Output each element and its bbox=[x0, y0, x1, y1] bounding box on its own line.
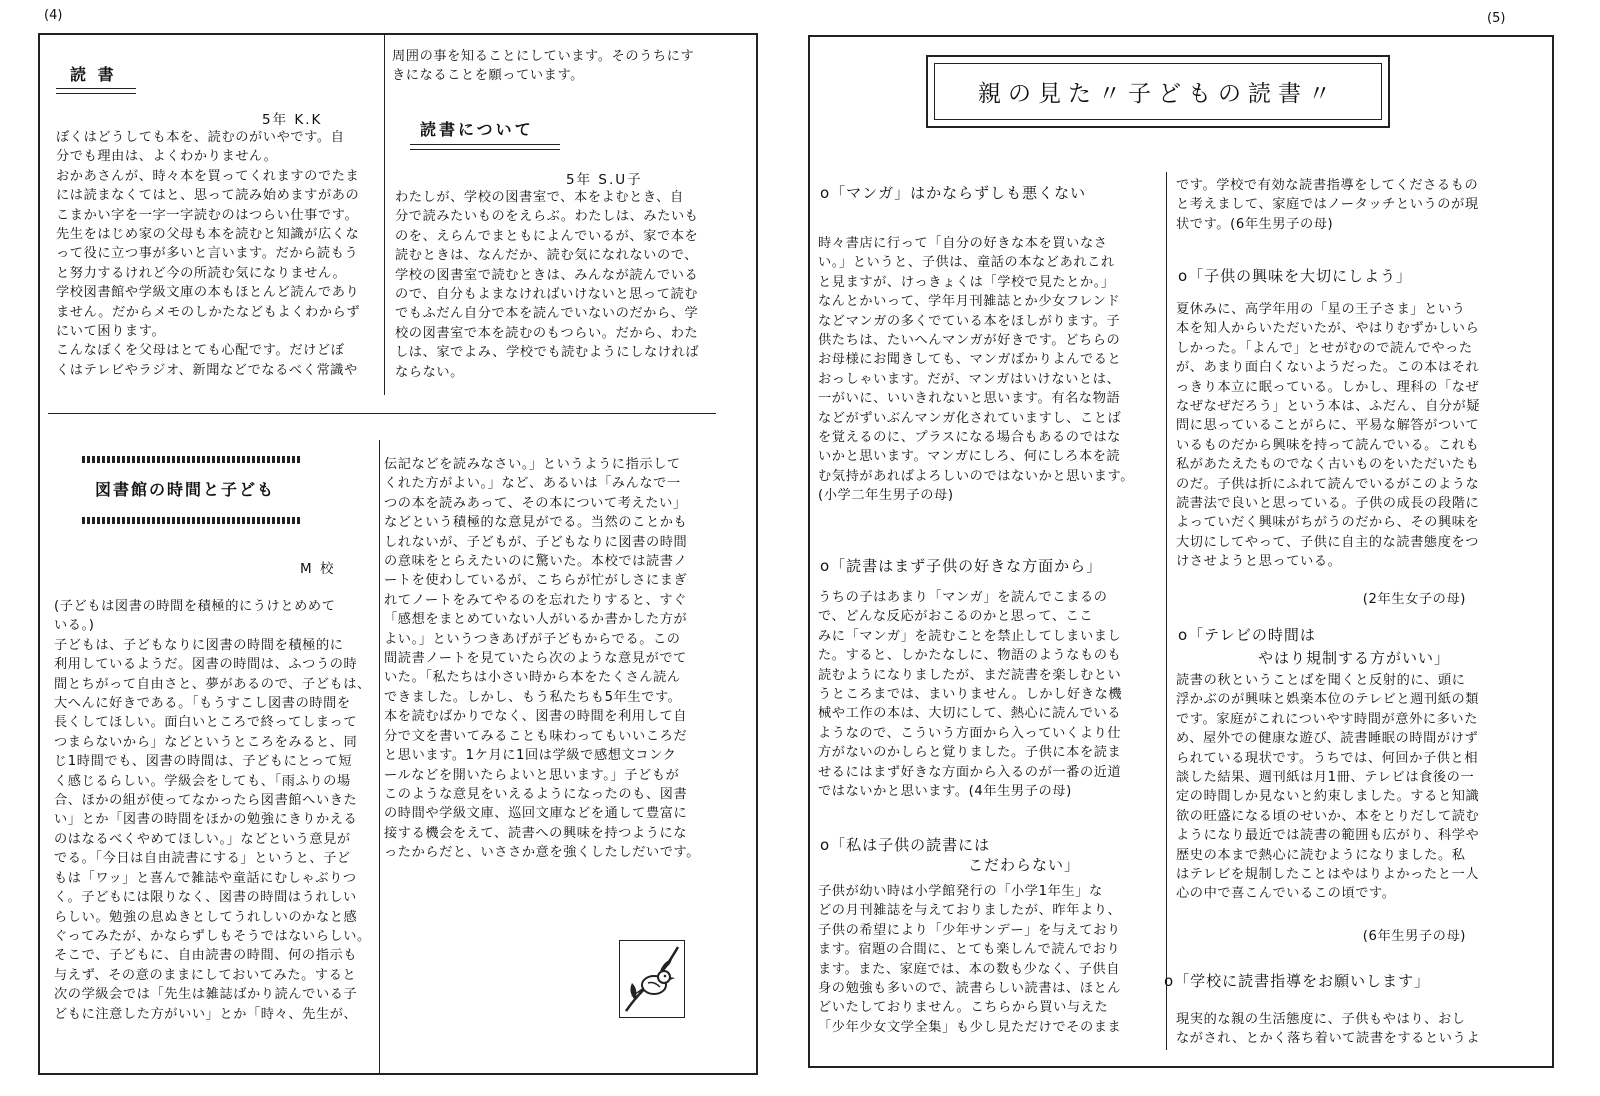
text-line: ールなどを開いたらよいと思います。」子どもが bbox=[384, 767, 680, 783]
sec5-signature: (6年生男子の母) bbox=[1362, 929, 1466, 944]
text-line: 学校の図書室で読むときは、みんなが読んでいる bbox=[395, 267, 699, 283]
text-line: 歴史の本まで熱心に読むようになりました。私 bbox=[1176, 847, 1466, 863]
article1-title-underline bbox=[56, 88, 136, 94]
text-line: 夏休みに、高学年用の「星の王子さま」という bbox=[1176, 302, 1466, 317]
text-line: (子どもは図書の時間を積極的にうけとめめて bbox=[54, 599, 336, 614]
text-line: 供たちは、たいへんマンガが好きです。どちらの bbox=[818, 333, 1121, 349]
article3-column-1 bbox=[54, 597, 376, 1024]
text-line: と考えまして、家庭ではノータッチというのが現 bbox=[1176, 197, 1479, 213]
text-line: 「感想をまとめていない人がいるか書かした方が bbox=[384, 612, 688, 628]
text-line: 与えず、その意のままにしておいてみた。すると bbox=[54, 967, 357, 983]
text-line: (小学二年生男子の母) bbox=[818, 488, 954, 504]
text-line: ならない。 bbox=[395, 364, 464, 380]
sec4-body bbox=[1176, 300, 1544, 572]
text-line: いるものだから興味を持って読んでいる。これも bbox=[1176, 437, 1480, 453]
article3-bottom-dashes bbox=[82, 517, 300, 524]
bird-illustration bbox=[619, 940, 685, 1018]
article2-byline: 5年 S.U子 bbox=[566, 172, 643, 188]
text-line: ようになり最近では読書の範囲も広がり、科学や bbox=[1176, 828, 1480, 844]
sec3-heading-line1: o「私は子供の読書には bbox=[820, 836, 991, 854]
text-line: と思います。1ケ月に1回は学級で感想文コンク bbox=[384, 748, 677, 764]
text-line: ます。宿題の合間に、とても楽しんで読んでおり bbox=[818, 942, 1121, 958]
text-line: わたしが、学校の図書室で、本をよむとき、自 bbox=[395, 190, 684, 205]
text-line: 定の時間しか見ないと約束しました。すると知識 bbox=[1176, 789, 1480, 805]
text-line: 大へんに好きである。「もうすこし図書の時間を bbox=[54, 696, 351, 712]
text-line: 校の図書室で本を読むのもつらい。だから、わた bbox=[395, 325, 699, 341]
sec6-heading: o「学校に読書指導をお願いします」 bbox=[1164, 972, 1431, 990]
sec2-body bbox=[818, 588, 1166, 801]
text-line: が、あまり面白くないようだった。この本はそれ bbox=[1176, 360, 1480, 376]
text-line: 子供の希望により「少年サンデー」を与えており bbox=[818, 922, 1121, 938]
sec1-body bbox=[818, 234, 1166, 506]
text-line: くれた方がよい。」など、あるいは「みんなで一 bbox=[384, 476, 681, 492]
left-horizontal-separator bbox=[48, 413, 716, 414]
article1-byline: 5年 K.K bbox=[262, 112, 323, 128]
text-line: の時間や学級文庫、巡回文庫などを通して豊富に bbox=[384, 806, 688, 822]
text-line: 先生をはじめ家の父母も本を読むと知識が広くな bbox=[56, 227, 360, 243]
text-line: 身の勉強も多いので、読書らしい読書は、ほとん bbox=[818, 981, 1122, 997]
text-line: 本を知人からいただいたが、やはりむずかしいら bbox=[1176, 321, 1480, 337]
text-line: 本を読むばかりでなく、図書の時間を利用して自 bbox=[384, 709, 688, 725]
text-line: こんなぼくを父母はとても心配です。だけどぼ bbox=[56, 343, 345, 359]
text-line: 子供が幼い時は小学館発行の「小学1年生」な bbox=[818, 884, 1103, 899]
text-line: 大切にしてやって、子供に自主的な読書態度をつ bbox=[1176, 534, 1480, 550]
text-line: 学校図書館や学級文庫の本もほとんど読んであり bbox=[56, 285, 360, 301]
sec1-heading: o「マンガ」はかならずしも悪くない bbox=[820, 184, 1087, 202]
text-line: 一がいに、いいきれないと思います。有名な物語 bbox=[818, 391, 1121, 407]
text-line: お母様にお聞きしても、マンガばかりよんでると bbox=[818, 352, 1122, 368]
sec3-body bbox=[818, 882, 1166, 1037]
text-line: です。家庭がこれについやす時間が意外に多いた bbox=[1176, 711, 1479, 727]
text-line: 状です。(6年生男子の母) bbox=[1176, 216, 1334, 232]
text-line: って役に立つ事が多いと言います。だから読もう bbox=[56, 246, 359, 262]
sec5-body bbox=[1176, 671, 1544, 904]
text-line: れてノートをみてやるのを忘れたりすると、すぐ bbox=[384, 592, 687, 608]
sec4-heading: o「子供の興味を大切にしよう」 bbox=[1178, 267, 1413, 285]
sec4-signature: (2年生女子の母) bbox=[1362, 592, 1466, 607]
text-line: にいて困ります。 bbox=[56, 324, 166, 340]
text-line: などマンガの多くでている本をほしがります。子 bbox=[818, 313, 1121, 329]
text-line: なぜなぜだろう」という本は、ふだん、自分が疑 bbox=[1176, 399, 1481, 415]
right-page-number: (5) bbox=[1487, 11, 1506, 26]
text-line: を覚えるのに、プラスになる場合もあるのではな bbox=[818, 430, 1121, 446]
article3-byline: M 校 bbox=[300, 561, 336, 577]
text-line: む気持があればよろしいのではないかと思います。 bbox=[818, 468, 1135, 484]
text-line: 現実的な親の生活態度に、子供もやはり、おし bbox=[1176, 1012, 1466, 1027]
text-line: 談した結果、週刊紙は月1冊、テレビは食後の一 bbox=[1176, 770, 1475, 786]
sec3-continuation bbox=[1176, 176, 1544, 234]
article3-top-dashes bbox=[82, 456, 300, 463]
text-line: もは「ワッ」と喜んで雑誌や童話にむしゃぶりつ bbox=[54, 870, 357, 886]
text-line: く。子どもには限りなく、図書の時間はうれしい bbox=[54, 890, 357, 906]
text-line: いかと思います。マンガにしろ、何にしろ本を読 bbox=[818, 449, 1121, 465]
text-line: ぐってみたが、かならずしもそうではないらしい。 bbox=[54, 928, 371, 944]
text-line: 時々書店に行って「自分の好きな本を買いなさ bbox=[818, 236, 1108, 251]
text-line: 間とちがって自由さと、夢があるので、子どもは、 bbox=[54, 676, 371, 692]
text-line: よっていだく興味がちがうのだから、その興味を bbox=[1176, 515, 1480, 531]
text-line: 長くしてほしい。面白いところで終ってしまって bbox=[54, 715, 358, 731]
text-line: 私があたえたものでなく古いものをいただいたも bbox=[1176, 457, 1480, 473]
text-line: いた。「私たちは小さい時から本をたくさん読ん bbox=[384, 670, 681, 686]
text-line: ったからだと、いささか意を強くしたしだいです。 bbox=[384, 845, 701, 861]
sec6-body bbox=[1176, 1010, 1544, 1049]
text-line: 読むときは、なんだか、読む気になれないので、 bbox=[395, 248, 699, 264]
text-line: はテレビを規制したことはやはりよかったと一人 bbox=[1176, 867, 1480, 883]
text-line: けさせようと思っている。 bbox=[1176, 554, 1342, 570]
text-line: 読書法で良いと思っている。子供の成長の段階に bbox=[1176, 496, 1480, 512]
text-line: くはテレビやラジオ、新聞などでなるべく常識や bbox=[56, 362, 358, 378]
text-line: じ1時間でも、図書の時間は、子どもにとって短 bbox=[54, 754, 353, 770]
text-line: ぼくはどうしても本を、読むのがいやです。自 bbox=[56, 130, 345, 145]
text-line: こまかい字を一字一字読むのはつらい仕事です。 bbox=[56, 207, 359, 223]
text-line: 欲の旺盛になる頃のせいか、本をとりだして読む bbox=[1176, 808, 1480, 824]
text-line: 接する機会をえて、読書への興味を持つようにな bbox=[384, 825, 688, 841]
text-line: です。学校で有効な読書指導をしてくださるもの bbox=[1176, 178, 1479, 193]
text-line: られている現状です。うちでは、何回か子供と相 bbox=[1176, 750, 1479, 766]
text-line: 方がないのかしらと覚りました。子供に本を読ま bbox=[818, 745, 1122, 761]
text-line: などがずいぶんマンガ化されていますし、ことば bbox=[818, 410, 1122, 426]
text-line: ようなので、こういう方面から入っていくより仕 bbox=[818, 725, 1122, 741]
text-line: おかあさんが、時々本を買ってくれますのでたま bbox=[56, 168, 360, 184]
sec5-heading-line2: やはり規制する方がいい」 bbox=[1258, 649, 1451, 667]
right-title-box bbox=[926, 55, 1390, 128]
text-line: みに「マンガ」を読むことを禁止してしまいまし bbox=[818, 628, 1122, 644]
text-line: 子どもは、子どもなりに図書の時間を積極的に bbox=[54, 637, 344, 653]
text-line: のを、えらんでまともによんでいるが、家で本を bbox=[395, 228, 699, 244]
text-line: おっしゃいます。だが、マンガはいけないとは、 bbox=[818, 371, 1121, 387]
article3-title: 図書館の時間と子ども bbox=[95, 480, 276, 499]
text-line: 問に思っていることがらに、平易な解答がついて bbox=[1176, 418, 1480, 434]
bird-icon bbox=[620, 941, 684, 1017]
text-line: 読書の秋ということばを聞くと反射的に、頭に bbox=[1176, 673, 1466, 688]
text-line: っきり本立に眠っている。しかし、理科の「なぜ bbox=[1176, 379, 1480, 395]
text-line: なんとかいって、学年月刊雑誌とか少女フレンド bbox=[818, 294, 1121, 310]
text-line: せるにはまず好きな方面から入るのが一番の近道 bbox=[818, 764, 1122, 780]
text-line: きになることを願っています。 bbox=[392, 68, 584, 84]
article2-body bbox=[395, 188, 753, 382]
text-line: 浮かぶのが興味と娯楽本位のテレビと週刊紙の類 bbox=[1176, 692, 1480, 708]
text-line: 間読書ノートを見ていたら次のような意見がでて bbox=[384, 651, 687, 667]
article1-title: 読 書 bbox=[70, 65, 117, 84]
text-line: ながされ、とかく落ち着いて読書をするというよ bbox=[1176, 1031, 1481, 1047]
text-line: よい。」というつきあげが子どもからでる。この bbox=[384, 631, 681, 647]
article3-column-2 bbox=[384, 455, 754, 863]
text-line: い。」というと、子供は、童話の本などあれこれ bbox=[818, 255, 1115, 271]
article1-continuation bbox=[392, 47, 752, 86]
article2-title: 読書について bbox=[420, 120, 534, 139]
text-line: うところまでは、まいりません。しかし好きな機 bbox=[818, 687, 1123, 703]
text-line: らしい。勉強の息ぬきとしてうれしいのかなと感 bbox=[54, 909, 358, 925]
text-line: ートを使わしているが、こちらが忙がしさにまぎ bbox=[384, 573, 688, 589]
text-line: どいたしておりません。こちらから買い与えた bbox=[818, 1000, 1109, 1016]
text-line: のだ。子供は折にふれて読んでいるがこのような bbox=[1176, 476, 1480, 492]
left-top-column-divider bbox=[384, 35, 385, 395]
article1-body bbox=[56, 128, 382, 380]
text-line: うちの子はあまり「マンガ」を読んでこまるの bbox=[818, 590, 1108, 605]
right-page-title: 親の見た〃子どもの読書〃 bbox=[934, 63, 1382, 120]
text-line: しれないが、子どもが、子どもなりに図書の時間 bbox=[384, 534, 688, 550]
text-line: などという積極的な意見がでる。当然のことかも bbox=[384, 515, 688, 531]
text-line: このような意見をいえるようになったのも、図書 bbox=[384, 786, 688, 802]
left-page-number: (4) bbox=[44, 8, 63, 23]
text-line: 分で文を書いてみることも味わってもいいころだ bbox=[384, 728, 688, 744]
text-line: しかった。「よんで」とせがむので読んでやった bbox=[1176, 340, 1473, 356]
text-line: 次の学級会では「先生は雑誌ばかり読んでいる子 bbox=[54, 987, 358, 1003]
text-line: でる。「今日は自由読書にする」というと、子ど bbox=[54, 851, 351, 867]
text-line: 分で読みたいものをえらぶ。わたしは、みたいも bbox=[395, 209, 699, 225]
text-line: め、屋外での健康な遊び、読書睡眠の時間がけず bbox=[1176, 731, 1479, 747]
text-line: た。すると、しかたなしに、物語のようなものも bbox=[818, 648, 1122, 664]
text-line: で、どんな反応がおこるのかと思って、ここ bbox=[818, 609, 1094, 625]
sec5-heading-line1: o「テレビの時間は bbox=[1178, 626, 1316, 644]
text-line: 利用しているようだ。図書の時間は、ふつうの時 bbox=[54, 657, 358, 673]
text-line: と努力するけれど今の所読む気になりません。 bbox=[56, 265, 347, 281]
text-line: つまらないから」などというところをみると、同 bbox=[54, 734, 358, 750]
text-line: と見ますが、けっきょくは「学校で見たとか。」 bbox=[818, 274, 1115, 290]
text-line: 心の中で喜こんでいるこの頃です。 bbox=[1176, 886, 1396, 902]
text-line: どの月刊雑誌を与えておりましたが、昨年より、 bbox=[818, 903, 1122, 919]
text-line: つの本を読みあって、その本について考えたい」 bbox=[384, 495, 687, 511]
text-line: 合、ほかの組が使ってなかったら図書館へいきた bbox=[54, 793, 358, 809]
text-line: でもふだん自分で本を読んでいないのだから、学 bbox=[395, 306, 699, 322]
text-line: い」とか「図書の時間をほかの勉強にきりかえる bbox=[54, 812, 358, 828]
text-line: には読まなくてはと、思って読み始めますがあの bbox=[56, 188, 360, 204]
text-line: く感じるらしい。学級会をしても、「雨ふりの場 bbox=[54, 773, 351, 789]
text-line: ません。だからメモのしかたなどもよくわからず bbox=[56, 304, 361, 320]
text-line: ます。また、家庭では、本の数も少なく、子供自 bbox=[818, 961, 1121, 977]
text-line: のはなるべくやめてほしい。」などという意見が bbox=[54, 831, 351, 847]
article2-title-underline bbox=[410, 144, 560, 150]
text-line: 「少年少女文学全集」も少し見ただけでそのまま bbox=[818, 1019, 1122, 1035]
text-line: 伝記などを読みなさい。」というように指示して bbox=[384, 457, 681, 472]
text-line: いる。) bbox=[54, 618, 95, 634]
text-line: の意味をとらえたいのに驚いた。本校では読書ノ bbox=[384, 554, 688, 570]
text-line: 読むようになりましたが、まだ読書を楽しむとい bbox=[818, 667, 1122, 683]
text-line: 分でも理由は、よくわかりません。 bbox=[56, 149, 278, 165]
text-line: ので、自分もよまなければいけないと思って読む bbox=[395, 287, 699, 303]
text-line: そこで、子どもに、自由読書の時間、何の指示も bbox=[54, 948, 358, 964]
sec2-heading: o「読書はまず子供の好きな方面から」 bbox=[820, 557, 1103, 575]
text-line: 周囲の事を知ることにしています。そのうちにす bbox=[392, 49, 695, 64]
right-column-divider bbox=[1166, 172, 1167, 1050]
sec3-heading-line2: こだわらない」 bbox=[968, 856, 1081, 874]
text-line: しは、家でよみ、学校でも読むようにしなければ bbox=[395, 345, 700, 361]
left-bottom-column-divider bbox=[379, 440, 380, 1073]
text-line: どもに注意した方がいい」とか「時々、先生が、 bbox=[54, 1006, 358, 1022]
text-line: ではないかと思います。(4年生男子の母) bbox=[818, 784, 1072, 800]
text-line: 械や工作の本は、大切にして、熱心に読んでいる bbox=[818, 706, 1122, 722]
text-line: できました。しかし、もう私たちも5年生です。 bbox=[384, 689, 682, 705]
